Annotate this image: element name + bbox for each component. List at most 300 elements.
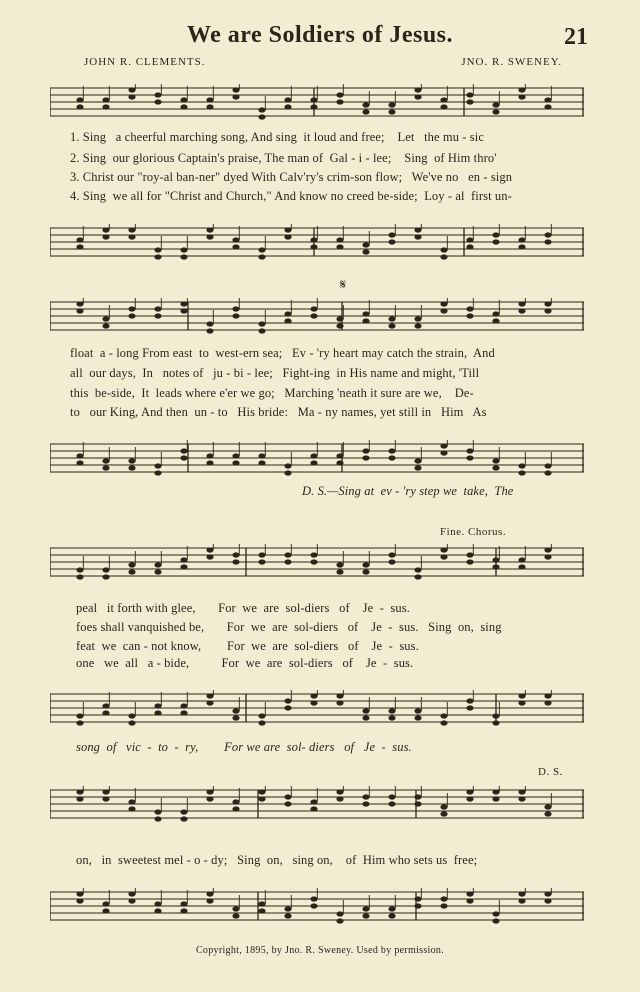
notehead	[258, 713, 265, 718]
notehead	[180, 710, 187, 715]
notehead	[232, 244, 239, 249]
notehead	[336, 453, 343, 458]
notehead	[284, 559, 291, 564]
notehead	[518, 301, 525, 306]
notehead	[310, 104, 317, 109]
notehead	[518, 564, 525, 569]
notehead	[518, 557, 525, 562]
notehead	[154, 816, 161, 821]
notehead	[284, 463, 291, 468]
notehead	[284, 698, 291, 703]
notehead	[206, 234, 213, 239]
notehead	[466, 789, 473, 794]
notehead	[544, 693, 551, 698]
notehead	[492, 239, 499, 244]
notehead	[310, 559, 317, 564]
notehead	[232, 313, 239, 318]
notehead	[232, 306, 239, 311]
treble-staff-1	[50, 84, 584, 118]
notehead	[362, 708, 369, 713]
notehead	[258, 908, 265, 913]
staff-svg	[50, 690, 584, 734]
notehead	[154, 562, 161, 567]
notehead	[440, 247, 447, 252]
notehead	[232, 87, 239, 92]
notehead	[388, 323, 395, 328]
notehead	[518, 891, 525, 896]
notehead	[492, 713, 499, 718]
notehead	[336, 911, 343, 916]
notehead	[518, 94, 525, 99]
notehead	[102, 458, 109, 463]
notehead	[102, 789, 109, 794]
notehead	[466, 244, 473, 249]
notehead	[336, 796, 343, 801]
notehead	[154, 809, 161, 814]
notehead	[414, 87, 421, 92]
notehead	[232, 715, 239, 720]
treble-staff-3	[50, 544, 584, 578]
staff-svg	[50, 786, 584, 830]
lyric-s1-v2: 2. Sing our glorious Captain's praise, The man of Gal - i - lee; Sing of Him thro'	[70, 151, 497, 165]
notehead	[336, 237, 343, 242]
bass-staff-4	[50, 888, 584, 922]
composer-credit: JNO. R. SWENEY.	[461, 56, 562, 68]
notehead	[440, 903, 447, 908]
notehead	[206, 321, 213, 326]
notehead	[206, 227, 213, 232]
staff-svg	[50, 440, 584, 484]
notehead	[466, 559, 473, 564]
notehead	[258, 321, 265, 326]
notehead	[544, 463, 551, 468]
notehead	[180, 557, 187, 562]
notehead	[102, 908, 109, 913]
notehead	[284, 705, 291, 710]
notehead	[258, 460, 265, 465]
notehead	[440, 896, 447, 901]
notehead	[180, 908, 187, 913]
notehead	[284, 794, 291, 799]
notehead	[414, 903, 421, 908]
notehead	[232, 913, 239, 918]
notehead	[544, 308, 551, 313]
lyric-s3-v1: peal it forth with glee, For we are sol-diers of Je - sus.	[76, 601, 410, 615]
notehead	[76, 789, 83, 794]
notehead	[76, 796, 83, 801]
notehead	[414, 234, 421, 239]
notehead	[206, 898, 213, 903]
notehead	[492, 311, 499, 316]
notehead	[232, 708, 239, 713]
notehead	[232, 460, 239, 465]
lyric-s1-v4: 4. Sing we all for "Christ and Church," And know no creed be-side; Loy - al first un-	[70, 189, 512, 203]
notehead	[310, 453, 317, 458]
notehead	[362, 913, 369, 918]
notehead	[440, 301, 447, 306]
staff-svg	[50, 544, 584, 588]
notehead	[362, 794, 369, 799]
notehead	[310, 306, 317, 311]
treble-staff-2	[50, 298, 584, 332]
notehead	[440, 450, 447, 455]
notehead	[414, 458, 421, 463]
staff-svg	[50, 298, 584, 342]
notehead	[544, 700, 551, 705]
notehead	[466, 891, 473, 896]
notehead	[440, 720, 447, 725]
notehead	[258, 107, 265, 112]
notehead	[414, 94, 421, 99]
notehead	[518, 796, 525, 801]
notehead	[544, 232, 551, 237]
notehead	[154, 901, 161, 906]
notehead	[258, 559, 265, 564]
notehead	[414, 715, 421, 720]
staff-svg	[50, 84, 584, 128]
notehead	[76, 453, 83, 458]
notehead	[102, 703, 109, 708]
notehead	[518, 237, 525, 242]
notehead	[492, 918, 499, 923]
notehead	[388, 794, 395, 799]
copyright-notice: Copyright, 1895, by Jno. R. Sweney. Used by permission.	[195, 945, 445, 956]
notehead	[232, 906, 239, 911]
notehead	[362, 242, 369, 247]
notehead	[544, 470, 551, 475]
notehead	[492, 557, 499, 562]
notehead	[154, 99, 161, 104]
notehead	[76, 97, 83, 102]
notehead	[544, 811, 551, 816]
notehead	[440, 254, 447, 259]
notehead	[102, 323, 109, 328]
notehead	[414, 896, 421, 901]
notehead	[284, 97, 291, 102]
lyric-s3-v2: foes shall vanquished be, For we are sol-diers of Je - sus. Sing on, sing	[76, 620, 502, 634]
notehead	[258, 453, 265, 458]
ds-lyric: D. S.—Sing at ev - 'ry step we take, The	[302, 484, 514, 498]
notehead	[102, 104, 109, 109]
notehead	[206, 453, 213, 458]
notehead	[206, 700, 213, 705]
notehead	[492, 102, 499, 107]
notehead	[310, 896, 317, 901]
notehead	[180, 809, 187, 814]
notehead	[76, 898, 83, 903]
notehead	[128, 94, 135, 99]
lyric-s3-v4: one we all a - bide, For we are sol-diers of Je - sus.	[76, 656, 414, 670]
notehead	[206, 328, 213, 333]
notehead	[258, 328, 265, 333]
notehead	[492, 720, 499, 725]
notehead	[492, 789, 499, 794]
notehead	[336, 99, 343, 104]
notehead	[76, 891, 83, 896]
notehead	[206, 104, 213, 109]
notehead	[362, 102, 369, 107]
notehead	[362, 311, 369, 316]
notehead	[440, 97, 447, 102]
notehead	[310, 806, 317, 811]
notehead	[388, 801, 395, 806]
notehead	[154, 92, 161, 97]
notehead	[362, 801, 369, 806]
notehead	[284, 104, 291, 109]
notehead	[518, 87, 525, 92]
lyric-s2-v3: this be-side, It leads where e'er we go; Marching 'neath it sure are we, De-	[70, 386, 474, 400]
notehead	[154, 254, 161, 259]
notehead	[284, 913, 291, 918]
notehead	[232, 453, 239, 458]
notehead	[128, 234, 135, 239]
notehead	[414, 567, 421, 572]
notehead	[310, 460, 317, 465]
notehead	[154, 463, 161, 468]
bass-staff-1	[50, 224, 584, 258]
notehead	[466, 898, 473, 903]
notehead	[284, 801, 291, 806]
notehead	[466, 705, 473, 710]
notehead	[154, 470, 161, 475]
notehead	[232, 237, 239, 242]
notehead	[180, 455, 187, 460]
notehead	[310, 700, 317, 705]
notehead	[128, 799, 135, 804]
notehead	[362, 715, 369, 720]
notehead	[232, 559, 239, 564]
notehead	[128, 898, 135, 903]
notehead	[206, 97, 213, 102]
notehead	[180, 247, 187, 252]
notehead	[388, 906, 395, 911]
notehead	[362, 455, 369, 460]
lyric-s2-v2: all our days, In notes of ju - bi - lee; Fight-ing in His name and might, 'Till	[70, 366, 480, 380]
notehead	[492, 318, 499, 323]
notehead	[102, 710, 109, 715]
notehead	[362, 109, 369, 114]
notehead	[388, 715, 395, 720]
notehead	[232, 806, 239, 811]
notehead	[102, 234, 109, 239]
lyric-s2-v1: float a - long From east to west-ern sea; Ev - 'ry heart may catch the strain, And	[70, 346, 495, 360]
notehead	[128, 227, 135, 232]
notehead	[128, 87, 135, 92]
notehead	[180, 703, 187, 708]
notehead	[102, 97, 109, 102]
notehead	[180, 254, 187, 259]
notehead	[206, 891, 213, 896]
notehead	[102, 227, 109, 232]
notehead	[154, 908, 161, 913]
notehead	[336, 693, 343, 698]
notehead	[492, 232, 499, 237]
notehead	[180, 97, 187, 102]
notehead	[310, 97, 317, 102]
notehead	[414, 794, 421, 799]
notehead	[76, 244, 83, 249]
bass-lyric-s3: song of vic - to - ry, For we are sol- diers of Je - sus.	[76, 740, 412, 754]
lyric-s3-v3: feat we can - not know, For we are sol-diers of Je - sus.	[76, 639, 419, 653]
notehead	[388, 455, 395, 460]
notehead	[284, 552, 291, 557]
notehead	[466, 237, 473, 242]
notehead	[284, 311, 291, 316]
notehead	[518, 470, 525, 475]
notehead	[518, 693, 525, 698]
notehead	[154, 306, 161, 311]
notehead	[284, 227, 291, 232]
notehead	[154, 569, 161, 574]
notehead	[128, 720, 135, 725]
notehead	[388, 232, 395, 237]
notehead	[128, 562, 135, 567]
ds-marker: D. S.	[538, 766, 563, 778]
notehead	[388, 913, 395, 918]
notehead	[362, 562, 369, 567]
notehead	[388, 239, 395, 244]
notehead	[492, 911, 499, 916]
treble-staff-4	[50, 786, 584, 820]
notehead	[440, 547, 447, 552]
notehead	[336, 789, 343, 794]
notehead	[466, 796, 473, 801]
notehead	[518, 244, 525, 249]
notehead	[336, 323, 343, 328]
notehead	[102, 574, 109, 579]
notehead	[544, 554, 551, 559]
notehead	[388, 316, 395, 321]
notehead	[336, 918, 343, 923]
notehead	[388, 708, 395, 713]
notehead	[362, 448, 369, 453]
notehead	[336, 700, 343, 705]
notehead	[128, 713, 135, 718]
notehead	[232, 799, 239, 804]
notehead	[336, 569, 343, 574]
notehead	[128, 306, 135, 311]
notehead	[362, 569, 369, 574]
notehead	[544, 891, 551, 896]
notehead	[414, 801, 421, 806]
notehead	[154, 313, 161, 318]
notehead	[310, 693, 317, 698]
notehead	[414, 465, 421, 470]
lyric-s2-v4: to our King, And then un - to His bride: Ma - ny names, yet still in Him As	[70, 405, 487, 419]
notehead	[336, 562, 343, 567]
notehead	[414, 708, 421, 713]
lyric-s1-v1: 1. Sing a cheerful marching song, And sing it loud and free; Let the mu - sic	[70, 130, 484, 144]
notehead	[154, 247, 161, 252]
notehead	[76, 720, 83, 725]
notehead	[466, 306, 473, 311]
notehead	[518, 308, 525, 313]
notehead	[76, 567, 83, 572]
notehead	[414, 316, 421, 321]
notehead	[258, 114, 265, 119]
notehead	[128, 891, 135, 896]
notehead	[492, 109, 499, 114]
notehead	[180, 104, 187, 109]
notehead	[76, 713, 83, 718]
notehead	[258, 720, 265, 725]
notehead	[76, 104, 83, 109]
notehead	[440, 713, 447, 718]
fine-chorus-marker: Fine. Chorus.	[440, 526, 507, 538]
notehead	[180, 308, 187, 313]
notehead	[388, 448, 395, 453]
lyric-s1-v3: 3. Christ our "roy-al ban-ner" dyed With Calv'ry's crim-son flow; We've no en - sign	[70, 170, 513, 184]
notehead	[76, 237, 83, 242]
notehead	[206, 460, 213, 465]
notehead	[518, 463, 525, 468]
notehead	[128, 806, 135, 811]
notehead	[310, 552, 317, 557]
notehead	[440, 308, 447, 313]
notehead	[284, 234, 291, 239]
notehead	[258, 552, 265, 557]
notehead	[180, 816, 187, 821]
hymn-title: We are Soldiers of Jesus.	[186, 22, 454, 48]
segno-sign: 𝄋	[340, 278, 347, 293]
notehead	[128, 569, 135, 574]
notehead	[206, 693, 213, 698]
notehead	[232, 94, 239, 99]
notehead	[544, 239, 551, 244]
notehead	[492, 796, 499, 801]
notehead	[102, 316, 109, 321]
notehead	[284, 318, 291, 323]
notehead	[440, 104, 447, 109]
page-number: 21	[564, 24, 588, 50]
notehead	[336, 92, 343, 97]
notehead	[180, 448, 187, 453]
lyric-s4: on, in sweetest mel - o - dy; Sing on, sing on, of Him who sets us free;	[76, 853, 478, 867]
notehead	[466, 92, 473, 97]
notehead	[206, 789, 213, 794]
notehead	[388, 102, 395, 107]
notehead	[102, 465, 109, 470]
notehead	[284, 906, 291, 911]
notehead	[440, 554, 447, 559]
notehead	[544, 97, 551, 102]
notehead	[414, 574, 421, 579]
notehead	[336, 460, 343, 465]
notehead	[414, 323, 421, 328]
notehead	[492, 465, 499, 470]
notehead	[310, 244, 317, 249]
staff-svg	[50, 888, 584, 932]
notehead	[518, 789, 525, 794]
notehead	[206, 796, 213, 801]
notehead	[310, 313, 317, 318]
notehead	[310, 903, 317, 908]
notehead	[154, 710, 161, 715]
notehead	[388, 559, 395, 564]
notehead	[414, 227, 421, 232]
notehead	[492, 564, 499, 569]
notehead	[466, 448, 473, 453]
notehead	[180, 901, 187, 906]
notehead	[258, 247, 265, 252]
notehead	[180, 564, 187, 569]
notehead	[310, 237, 317, 242]
notehead	[258, 789, 265, 794]
notehead	[180, 301, 187, 306]
notehead	[518, 898, 525, 903]
notehead	[336, 244, 343, 249]
notehead	[76, 301, 83, 306]
